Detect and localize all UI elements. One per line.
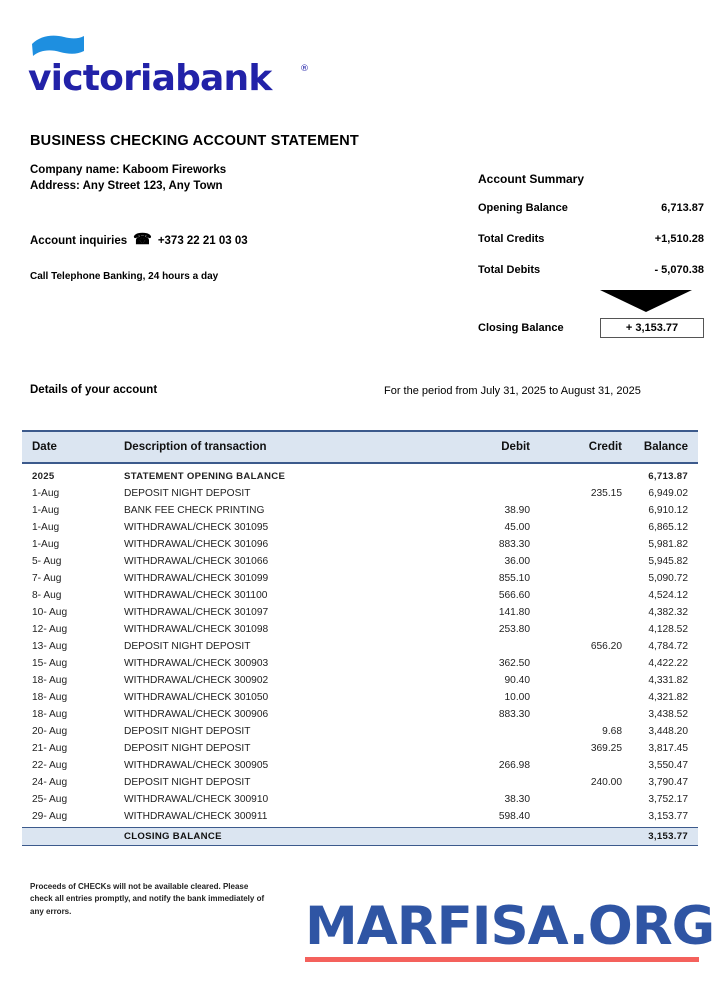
table-header-row — [22, 430, 698, 464]
cell-balance: 3,550.47 — [648, 760, 688, 771]
table-row — [22, 570, 698, 587]
cell-debit: 36.00 — [504, 556, 530, 567]
cell-balance: 6,910.12 — [648, 505, 688, 516]
cell-description: DEPOSIT NIGHT DEPOSIT — [124, 777, 251, 788]
summary-label: Total Credits — [478, 233, 545, 245]
table-row — [22, 553, 698, 570]
cell-balance: 5,945.82 — [648, 556, 688, 567]
cell-date: 1-Aug — [32, 522, 60, 533]
column-header-credit: Credit — [588, 441, 622, 453]
cell-balance: 6,865.12 — [648, 522, 688, 533]
down-arrow-icon — [600, 290, 700, 312]
cell-balance: 3,752.17 — [648, 794, 688, 805]
cell-debit: 362.50 — [498, 658, 530, 669]
cell-credit: 240.00 — [590, 777, 622, 788]
marfisa-watermark — [305, 896, 715, 962]
cell-balance: 3,817.45 — [648, 743, 688, 754]
disclaimer-text: Proceeds of CHECKs will not be available cleared. Please check all entries promptly, and notify the bank immediately of any errors. — [30, 882, 265, 916]
closing-balance-row — [478, 318, 704, 338]
table-row — [22, 485, 698, 502]
table-row — [22, 672, 698, 689]
cell-date: 10- Aug — [32, 607, 68, 618]
logo-wordmark: victoriabank — [28, 58, 272, 99]
summary-row-opening-balance — [478, 202, 704, 214]
inquiries-phone-number: +373 22 21 03 03 — [157, 234, 248, 247]
summary-label: Total Debits — [478, 264, 541, 276]
cell-description: DEPOSIT NIGHT DEPOSIT — [124, 641, 251, 652]
account-inquiries-label: Account inquiries — [30, 234, 128, 247]
cell-balance: 4,331.82 — [648, 675, 688, 686]
cell-balance: 4,321.82 — [648, 692, 688, 703]
summary-value: - 5,070.38 — [654, 264, 704, 276]
cell-credit: 9.68 — [602, 726, 622, 737]
cell-date: 13- Aug — [32, 641, 68, 652]
table-row — [22, 655, 698, 672]
account-summary — [478, 172, 704, 334]
watermark-text — [305, 896, 715, 957]
cell-date: 1-Aug — [32, 539, 60, 550]
table-footer-row — [22, 827, 698, 846]
table-row — [22, 723, 698, 740]
table-row — [22, 468, 698, 485]
registered-mark: ® — [300, 64, 309, 74]
column-header-debit: Debit — [501, 441, 530, 453]
cell-credit: 656.20 — [590, 641, 622, 652]
watermark-underline — [305, 957, 699, 962]
cell-date: 1-Aug — [32, 488, 60, 499]
table-row — [22, 621, 698, 638]
cell-balance: 4,382.32 — [648, 607, 688, 618]
table-row — [22, 774, 698, 791]
summary-value: +1,510.28 — [654, 233, 704, 245]
transactions-table — [22, 430, 698, 846]
cell-debit: 90.40 — [504, 675, 530, 686]
cell-balance: 3,448.20 — [648, 726, 688, 737]
cell-balance: 5,090.72 — [648, 573, 688, 584]
footer-balance: 3,153.77 — [648, 831, 688, 842]
cell-debit: 883.30 — [498, 539, 530, 550]
cell-balance: 4,128.52 — [648, 624, 688, 635]
table-row — [22, 587, 698, 604]
cell-description: WITHDRAWAL/CHECK 301066 — [124, 556, 269, 567]
table-row — [22, 604, 698, 621]
cell-description: WITHDRAWAL/CHECK 300910 — [124, 794, 269, 805]
cell-debit: 45.00 — [504, 522, 530, 533]
summary-row-total-credits — [478, 233, 704, 245]
cell-balance: 6,949.02 — [648, 488, 688, 499]
cell-description: WITHDRAWAL/CHECK 301100 — [124, 590, 268, 601]
table-row — [22, 638, 698, 655]
table-row — [22, 757, 698, 774]
telephone-banking-note: Call Telephone Banking, 24 hours a day — [30, 271, 219, 282]
cell-date: 18- Aug — [32, 692, 68, 703]
cell-date: 1-Aug — [32, 505, 60, 516]
telephone-icon: ☎ — [133, 231, 152, 248]
table-row — [22, 740, 698, 757]
account-summary-title: Account Summary — [478, 172, 585, 186]
cell-credit: 235.15 — [590, 488, 622, 499]
cell-date: 7- Aug — [32, 573, 62, 584]
cell-date: 22- Aug — [32, 760, 68, 771]
cell-date: 18- Aug — [32, 675, 68, 686]
cell-description: WITHDRAWAL/CHECK 300903 — [124, 658, 269, 669]
summary-row-total-debits — [478, 264, 704, 276]
cell-balance: 4,422.22 — [648, 658, 688, 669]
account-inquiries — [30, 233, 248, 248]
table-row — [22, 536, 698, 553]
column-header-description: Description of transaction — [124, 441, 267, 453]
table-row — [22, 808, 698, 825]
cell-debit: 266.98 — [498, 760, 530, 771]
cell-description: WITHDRAWAL/CHECK 301098 — [124, 624, 269, 635]
cell-balance: 3,790.47 — [648, 777, 688, 788]
footer-label: CLOSING BALANCE — [124, 831, 222, 842]
cell-date: 29- Aug — [32, 811, 68, 822]
cell-date: 2025 — [32, 471, 55, 482]
cell-description: WITHDRAWAL/CHECK 300902 — [124, 675, 269, 686]
table-row — [22, 502, 698, 519]
cell-balance: 4,524.12 — [648, 590, 688, 601]
cell-debit: 598.40 — [498, 811, 530, 822]
cell-description: WITHDRAWAL/CHECK 300906 — [124, 709, 269, 720]
company-address: Address: Any Street 123, Any Town — [30, 180, 223, 192]
table-row — [22, 706, 698, 723]
cell-debit: 566.60 — [498, 590, 530, 601]
summary-label: Opening Balance — [478, 202, 568, 214]
company-name: Company name: Kaboom Fireworks — [30, 164, 227, 176]
cell-description: DEPOSIT NIGHT DEPOSIT — [124, 488, 251, 499]
watermark-name: MARFISA — [305, 896, 569, 957]
watermark-tld: .ORG — [568, 896, 715, 957]
cell-balance: 3,438.52 — [648, 709, 688, 720]
cell-balance: 4,784.72 — [648, 641, 688, 652]
table-row — [22, 519, 698, 536]
cell-date: 15- Aug — [32, 658, 68, 669]
cell-description: WITHDRAWAL/CHECK 300905 — [124, 760, 269, 771]
cell-date: 12- Aug — [32, 624, 68, 635]
cell-balance: 3,153.77 — [648, 811, 688, 822]
cell-description: STATEMENT OPENING BALANCE — [124, 471, 286, 482]
cell-debit: 38.30 — [504, 794, 530, 805]
cell-debit: 855.10 — [498, 573, 530, 584]
column-header-balance: Balance — [643, 441, 688, 453]
cell-description: WITHDRAWAL/CHECK 301097 — [124, 607, 269, 618]
cell-balance: 5,981.82 — [648, 539, 688, 550]
cell-date: 21- Aug — [32, 743, 68, 754]
cell-description: WITHDRAWAL/CHECK 301095 — [124, 522, 269, 533]
cell-balance: 6,713.87 — [648, 471, 688, 482]
cell-description: WITHDRAWAL/CHECK 301096 — [124, 539, 269, 550]
table-row — [22, 689, 698, 706]
closing-balance-label: Closing Balance — [478, 322, 564, 334]
page-title: BUSINESS CHECKING ACCOUNT STATEMENT — [30, 133, 359, 149]
cell-date: 20- Aug — [32, 726, 68, 737]
table-body — [22, 464, 698, 825]
summary-value: 6,713.87 — [661, 202, 704, 214]
cell-description: WITHDRAWAL/CHECK 301050 — [124, 692, 269, 703]
cell-debit: 10.00 — [504, 692, 530, 703]
closing-balance-value: + 3,153.77 — [600, 318, 704, 338]
cell-date: 8- Aug — [32, 590, 62, 601]
statement-period: For the period from July 31, 2025 to August 31, 2025 — [384, 385, 641, 397]
cell-description: WITHDRAWAL/CHECK 300911 — [124, 811, 268, 822]
cell-description: BANK FEE CHECK PRINTING — [124, 505, 265, 516]
cell-date: 18- Aug — [32, 709, 68, 720]
cell-debit: 253.80 — [498, 624, 530, 635]
details-heading: Details of your account — [30, 384, 158, 396]
table-row — [22, 791, 698, 808]
victoriabank-logo — [28, 34, 328, 104]
cell-debit: 38.90 — [504, 505, 530, 516]
column-header-date: Date — [32, 441, 57, 453]
cell-description: DEPOSIT NIGHT DEPOSIT — [124, 743, 251, 754]
cell-description: DEPOSIT NIGHT DEPOSIT — [124, 726, 251, 737]
cell-date: 5- Aug — [32, 556, 62, 567]
cell-date: 25- Aug — [32, 794, 68, 805]
cell-date: 24- Aug — [32, 777, 68, 788]
cell-description: WITHDRAWAL/CHECK 301099 — [124, 573, 269, 584]
cell-credit: 369.25 — [590, 743, 622, 754]
cell-debit: 883.30 — [498, 709, 530, 720]
cell-debit: 141.80 — [498, 607, 530, 618]
